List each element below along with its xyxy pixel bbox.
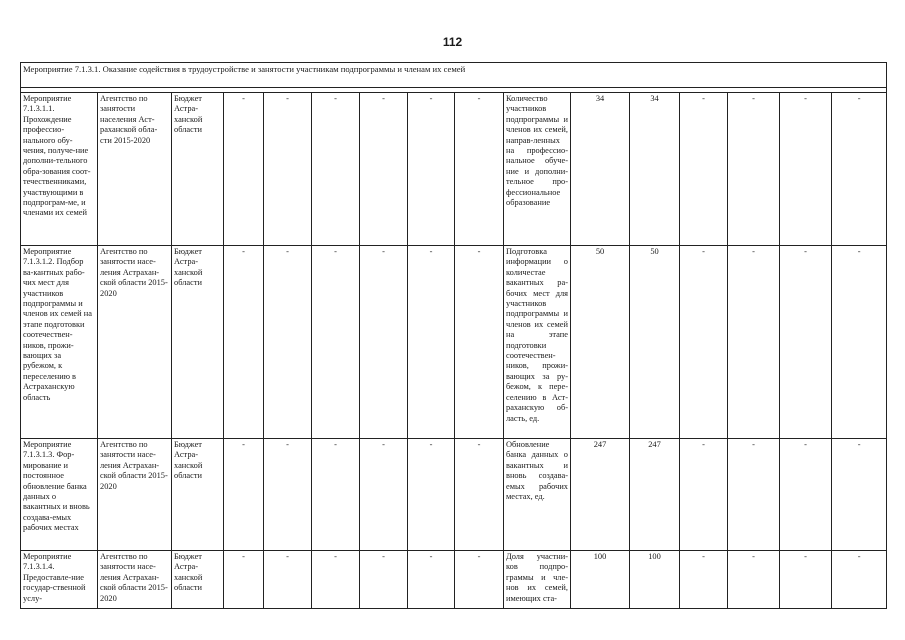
finance-cell: - [360, 93, 408, 246]
indicator-value: 247 [630, 439, 680, 551]
activity-name: Мероприятие 7.1.3.1.3. Фор-мирование и постоянное обновление банка данных о вакантных и вновь создава-емых рабочих местах [21, 439, 98, 551]
table-row [21, 93, 887, 246]
activity-name: Мероприятие 7.1.3.1.1. Прохождение профессио-нального обу-чения, получе-ние дополни-тельного обра-зования соот-течественниками, участвующими в подпрограм-ме, и членами их семей [21, 93, 98, 246]
finance-cell: - [312, 551, 360, 609]
finance-cell: - [408, 439, 455, 551]
finance-cell: - [224, 93, 264, 246]
indicator-value: 247 [571, 439, 630, 551]
year-value: - [832, 439, 887, 551]
finance-cell: - [224, 551, 264, 609]
finance-cell: - [360, 246, 408, 439]
executor: Агентство по занятости насе-ления Астрахан-ской области 2015-2020 [98, 551, 172, 609]
finance-cell: - [360, 551, 408, 609]
indicator-value: 34 [571, 93, 630, 246]
finance-cell: - [408, 551, 455, 609]
table-row [21, 246, 887, 439]
finance-cell: - [408, 246, 455, 439]
finance-cell: - [360, 439, 408, 551]
finance-cell: - [264, 246, 312, 439]
year-value: - [728, 246, 780, 439]
year-value: - [728, 93, 780, 246]
year-value: - [680, 246, 728, 439]
finance-cell: - [312, 246, 360, 439]
activity-name: Мероприятие 7.1.3.1.2. Подбор ва-кантных рабо-чих мест для участников подпрограммы и членов их семей на этапе подготовки соотечествен-ников, прожи-вающих за рубежом, к переселению в Астраханскую область [21, 246, 98, 439]
year-value: - [780, 93, 832, 246]
year-value: - [680, 439, 728, 551]
funding-source: Бюджет Астра-ханской области [172, 439, 224, 551]
finance-cell: - [408, 93, 455, 246]
section-header-row [21, 63, 887, 88]
year-value: - [680, 551, 728, 609]
indicator-value: 34 [630, 93, 680, 246]
indicator-value: 50 [630, 246, 680, 439]
funding-source: Бюджет Астра-ханской области [172, 551, 224, 609]
funding-source: Бюджет Астра-ханской области [172, 93, 224, 246]
executor: Агентство по занятости насе-ления Астрахан-ской области 2015-2020 [98, 439, 172, 551]
finance-cell: - [455, 551, 504, 609]
indicator-text: Обновление банка данных о вакантных и вновь создава-емых рабочих местах, ед. [504, 439, 571, 551]
year-value: - [780, 246, 832, 439]
indicator-value: 100 [630, 551, 680, 609]
program-table [20, 62, 887, 609]
indicator-value: 100 [571, 551, 630, 609]
year-value: - [832, 93, 887, 246]
page-number: 112 [442, 35, 463, 49]
finance-cell: - [455, 93, 504, 246]
year-value: - [780, 439, 832, 551]
year-value: - [780, 551, 832, 609]
indicator-text: Количество участников подпрограммы и членов их семей, направ-ленных на профессио-нальное обуче-ние и дополни-тельное про-фессиональное образование [504, 93, 571, 246]
executor: Агентство по занятости населения Аст-раханской обла-сти 2015-2020 [98, 93, 172, 246]
table-row [21, 439, 887, 551]
indicator-text: Доля участни-ков подпро-граммы и чле-нов их семей, имеющих ста- [504, 551, 571, 609]
finance-cell: - [455, 246, 504, 439]
finance-cell: - [224, 246, 264, 439]
year-value: - [680, 93, 728, 246]
finance-cell: - [264, 93, 312, 246]
section-title: Мероприятие 7.1.3.1. Оказание содействия в трудоустройстве и занятости участникам подпрограммы и членам их семей [21, 63, 887, 88]
indicator-value: 50 [571, 246, 630, 439]
year-value: - [832, 246, 887, 439]
executor: Агентство по занятости насе-ления Астрахан-ской области 2015-2020 [98, 246, 172, 439]
funding-source: Бюджет Астра-ханской области [172, 246, 224, 439]
activity-name: Мероприятие 7.1.3.1.4. Предоставле-ние государ-ственной услу- [21, 551, 98, 609]
finance-cell: - [264, 551, 312, 609]
year-value: - [832, 551, 887, 609]
finance-cell: - [455, 439, 504, 551]
year-value: - [728, 551, 780, 609]
year-value: - [728, 439, 780, 551]
finance-cell: - [312, 439, 360, 551]
indicator-text: Подготовка информации о количестае вакантных ра-бочих мест для участников подпрограммы и членов их семей на этапе подготовки соотечествен-ников, прожи-вающих за ру-бежом, к пере-селению в Аст-раханскую об-ласть, ед. [504, 246, 571, 439]
finance-cell: - [312, 93, 360, 246]
finance-cell: - [224, 439, 264, 551]
finance-cell: - [264, 439, 312, 551]
table-row [21, 551, 887, 609]
